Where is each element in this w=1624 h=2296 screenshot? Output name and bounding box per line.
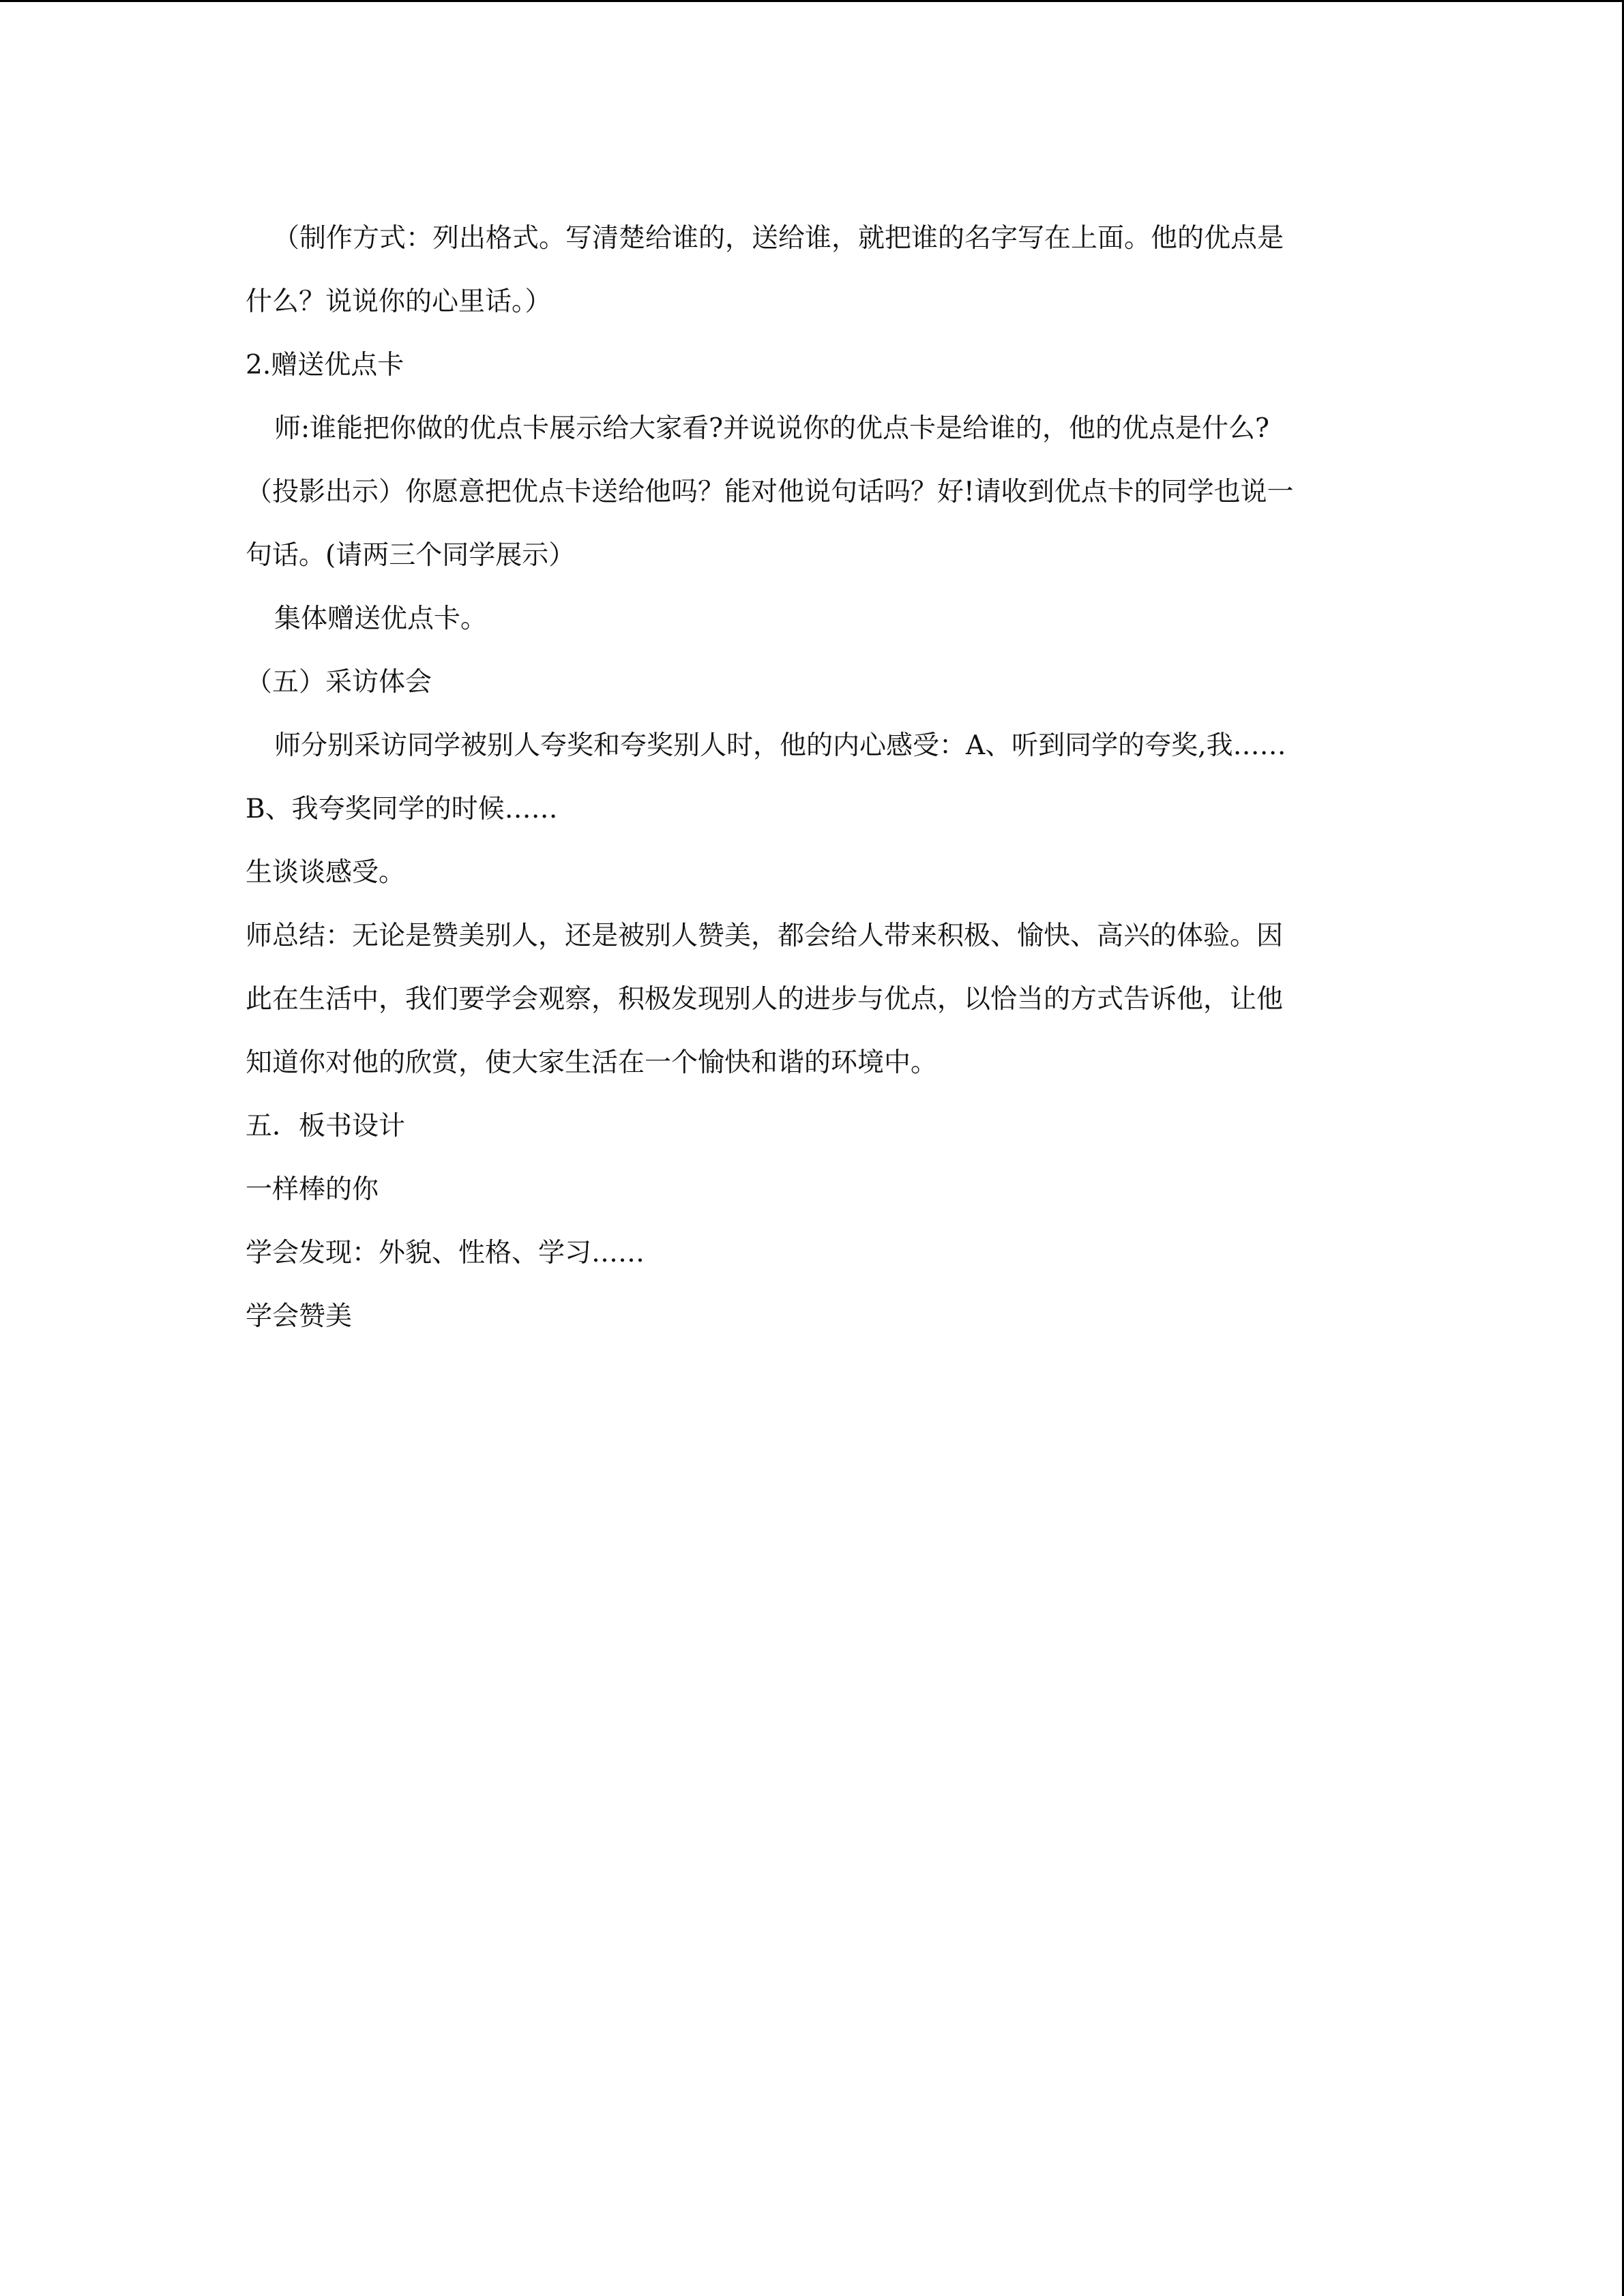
board-item-discover: 学会发现：外貌、性格、学习…… — [246, 1238, 645, 1268]
paragraph-line-10: B、我夸奖同学的时候…… — [246, 794, 558, 824]
paragraph-line-12: 师总结：无论是赞美别人，还是被别人赞美，都会给人带来积极、愉快、高兴的体验。因 — [246, 921, 1284, 951]
paragraph-line-4: 师:谁能把你做的优点卡展示给大家看?并说说你的优点卡是给谁的，他的优点是什么? — [274, 413, 1269, 444]
paragraph-line-9: 师分别采访同学被别人夸奖和夸奖别人时，他的内心感受：A、听到同学的夸奖,我…… — [274, 730, 1286, 761]
paragraph-line-2: 什么？说说你的心里话。） — [246, 286, 552, 317]
paragraph-line-14: 知道你对他的欣赏，使大家生活在一个愉快和谐的环境中。 — [246, 1047, 938, 1078]
paragraph-line-13: 此在生活中，我们要学会观察，积极发现别人的进步与优点，以恰当的方式告诉他，让他 — [246, 984, 1284, 1015]
board-title: 一样棒的你 — [246, 1174, 379, 1205]
paragraph-line-5: （投影出示）你愿意把优点卡送给他吗？能对他说句话吗？好!请收到优点卡的同学也说一 — [246, 477, 1294, 507]
paragraph-line-7: 集体赠送优点卡。 — [274, 603, 488, 634]
section-heading-gift-card: 2.赠送优点卡 — [246, 350, 404, 381]
board-item-praise: 学会赞美 — [246, 1301, 353, 1332]
section-heading-board-design: 五．板书设计 — [246, 1111, 406, 1142]
section-heading-interview: （五）采访体会 — [246, 667, 432, 698]
paragraph-line-6: 句话。(请两三个同学展示） — [246, 540, 576, 571]
paragraph-line-11: 生谈谈感受。 — [246, 857, 406, 888]
paragraph-line-1: （制作方式：列出格式。写清楚给谁的，送给谁，就把谁的名字写在上面。他的优点是 — [273, 223, 1284, 254]
document-body — [246, 207, 1385, 1348]
